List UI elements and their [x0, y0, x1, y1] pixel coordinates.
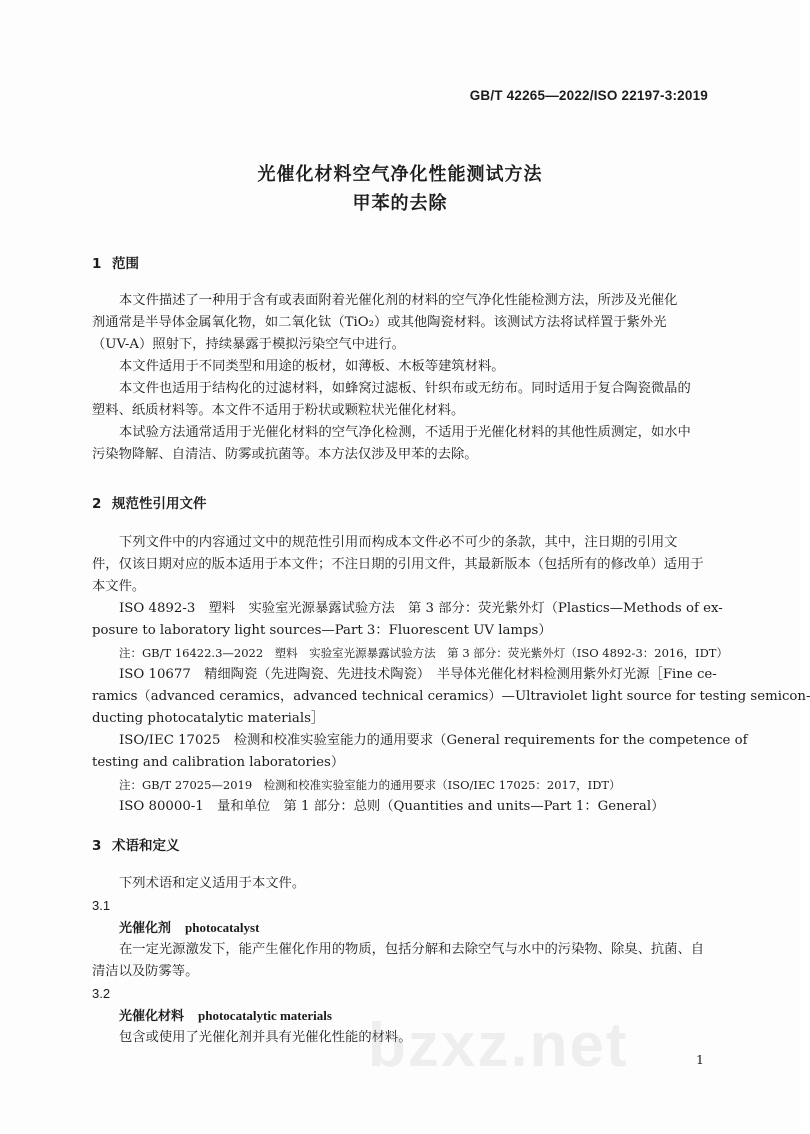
- reference-line: ramics（advanced ceramics，advanced technical ceramics）—Ultraviolet light source for testing semicon-: [92, 689, 810, 704]
- reference-note: 注：GB/T 27025—2019 检测和校准实验室能力的通用要求（ISO/IEC 17025：2017，IDT）: [119, 778, 621, 792]
- section-1-body: [92, 290, 714, 466]
- term-number: 3.1: [92, 898, 111, 913]
- page-number: 1: [696, 1052, 704, 1067]
- text-line: 清洁以及防雾等。: [92, 964, 199, 979]
- text-line: 污染物降解、自清洁、防雾或抗菌等。本方法仅涉及甲苯的去除。: [92, 447, 478, 462]
- term-zh: 光催化剂: [119, 921, 172, 936]
- term-en: photocatalyst: [185, 920, 260, 935]
- section-title: 术语和定义: [112, 838, 180, 854]
- reference-line: testing and calibration laboratories）: [92, 755, 345, 770]
- reference-note: 注：GB/T 16422.3—2022 塑料 实验室光源暴露试验方法 第 3 部分：荧光紫外灯（ISO 4892-3：2016，IDT）: [119, 646, 728, 660]
- text-line: 下列术语和定义适用于本文件。: [119, 876, 306, 891]
- reference-line: ISO/IEC 17025 检测和校准实验室能力的通用要求（General requirements for the competence of: [119, 733, 748, 748]
- text-line: 剂通常是半导体金属氧化物，如二氧化钛（TiO₂）或其他陶瓷材料。该测试方法将试样置于紫外光: [92, 315, 667, 330]
- section-2-body: [92, 532, 810, 818]
- document-title: 光催化材料空气净化性能测试方法: [257, 164, 543, 185]
- reference-line: ducting photocatalytic materials］: [92, 711, 325, 726]
- text-line: 本文件描述了一种用于含有或表面附着光催化剂的材料的空气净化性能检测方法，所涉及光催化: [119, 293, 678, 308]
- text-line: 在一定光源激发下，能产生催化作用的物质，包括分解和去除空气与水中的污染物、除臭、抗菌、自: [119, 942, 705, 957]
- text-line: 本文件适用于不同类型和用途的板材，如薄板、木板等建筑材料。: [119, 359, 505, 374]
- document-subtitle: 甲苯的去除: [352, 193, 448, 214]
- text-line: 下列文件中的内容通过文中的规范性引用而构成本文件必不可少的条款，其中，注日期的引用文: [119, 535, 678, 550]
- section-3-heading: [92, 840, 180, 854]
- section-number: 3: [92, 838, 102, 854]
- watermark: bzxz.net: [368, 1011, 629, 1080]
- text-line: 包含或使用了光催化剂并具有光催化性能的材料。: [119, 1030, 412, 1045]
- reference-line: ISO 80000-1 量和单位 第 1 部分：总则（Quantities and units—Part 1：General）: [119, 799, 665, 814]
- text-line: 件，仅该日期对应的版本适用于本文件；不注日期的引用文件，其最新版本（包括所有的修改单）适用于: [92, 557, 704, 572]
- text-line: 塑料、纸质材料等。本文件不适用于粉状或颗粒状光催化材料。: [92, 403, 465, 418]
- section-number: 1: [92, 256, 102, 272]
- section-1-heading: [92, 258, 139, 272]
- section-2-heading: [92, 498, 207, 512]
- text-line: （UV-A）照射下，持续暴露于模拟污染空气中进行。: [92, 337, 405, 352]
- term-zh: 光催化材料: [119, 1009, 185, 1024]
- text-line: 本试验方法通常适用于光催化材料的空气净化检测，不适用于光催化材料的其他性质测定，如水中: [119, 425, 691, 440]
- section-title: 规范性引用文件: [112, 496, 207, 512]
- term-title: [92, 917, 714, 939]
- term-en: photocatalytic materials: [198, 1008, 332, 1023]
- term-number: 3.2: [92, 986, 111, 1001]
- reference-line: posure to laboratory light sources—Part 3：Fluorescent UV lamps）: [92, 623, 552, 638]
- text-line: 本文件也适用于结构化的过滤材料，如蜂窝过滤板、针织布或无纺布。同时适用于复合陶瓷微晶的: [119, 381, 691, 396]
- standard-code: GB/T 42265—2022/ISO 22197-3:2019: [469, 88, 708, 103]
- text-line: 本文件。: [92, 579, 146, 594]
- reference-line: ISO 10677 精细陶瓷（先进陶瓷、先进技术陶瓷） 半导体光催化材料检测用紫外灯光源［Fine ce-: [119, 667, 717, 682]
- section-number: 2: [92, 496, 102, 512]
- reference-line: ISO 4892-3 塑料 实验室光源暴露试验方法 第 3 部分：荧光紫外灯（Plastics—Methods of ex-: [119, 601, 723, 616]
- section-title: 范围: [112, 256, 139, 272]
